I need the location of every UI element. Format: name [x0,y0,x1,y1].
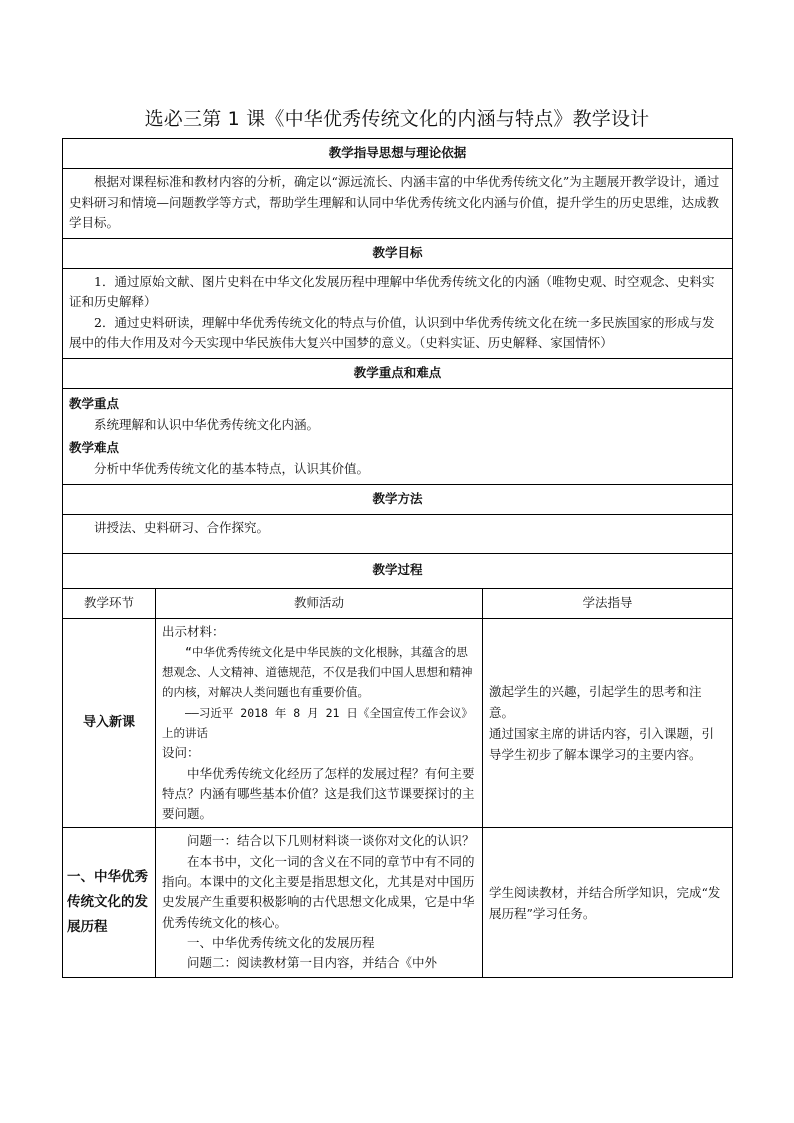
question-one: 问题一：结合以下几则材料谈一谈你对文化的认识？ [187,833,475,849]
document-title: 选必三第 1 课《中华优秀传统文化的内涵与特点》教学设计 [144,108,650,130]
material-quote: “中华优秀传统文化是中华民族的文化根脉，其蕴含的思想观念、人文精神、道德规范，不仅是我们中国人思想和精神的内核，对解决人类问题也有重要价值。 [162,644,473,700]
focus-text: 系统理解和认识中华优秀传统文化内涵。 [94,417,320,432]
difficulty-text: 分析中华优秀传统文化的基本特点，认识其价值。 [94,461,370,476]
objective-item: 1．通过原始文献、图片史料在中华文化发展历程中理解中华优秀传统文化的内涵（唯物史观、时空观念、史料实证和历史解释） [69,273,715,309]
culture-paragraph: 在本书中，文化一词的含义在不同的章节中有不同的指向。本课中的文化主要是指思想文化，尤其是对中国历史发展产生重要积极影响的古代思想文化成果，它是中华优秀传统文化的核心。 [162,853,475,930]
guiding-heading: 教学指导思想与理论依据 [63,139,733,169]
difficulty-label: 教学难点 [69,439,120,455]
column-header-stage: 教学环节 [63,588,156,618]
guiding-heading-row [63,139,733,169]
column-header-teacher: 教师活动 [156,588,483,618]
stage-cell: 导入新课 [63,618,156,828]
table-row [63,618,733,828]
teacher-activity-cell [156,618,483,828]
keypoints-heading-row [63,358,733,388]
subsection-title: 一、中华优秀传统文化的发展历程 [187,934,375,950]
objectives-heading-row [63,238,733,268]
ask-label: 设问： [162,745,200,761]
methods-text: 讲授法、史料研习、合作探究。 [94,519,270,535]
methods-heading: 教学方法 [63,484,733,514]
material-intro: 出示材料： [162,623,225,639]
methods-heading-row [63,484,733,514]
guide-text: 学生阅读教材，并结合所学知识，完成“发展历程”学习任务。 [489,884,721,921]
guide-cell [483,618,733,828]
keypoints-heading: 教学重点和难点 [63,358,733,388]
quote-source: ——习近平 2018 年 8 月 21 日《全国宣传工作会议》上的讲话 [162,705,473,740]
lead-question: 中华优秀传统文化经历了怎样的发展过程？有何主要特点？内涵有哪些基本价值？这是我们这节课要探讨的主要问题。 [162,765,475,822]
process-columns-row [63,588,733,618]
objective-item: 2．通过史料研读，理解中华优秀传统文化的特点与价值，认识到中华优秀传统文化在统一多民族国家的形成与发展中的伟大作用及对今天实现中华民族伟大复兴中国梦的意义。（史料实证、历史解释、家国情怀） [69,314,715,350]
methods-body-row [63,514,733,553]
column-header-guide: 学法指导 [483,588,733,618]
objectives-heading: 教学目标 [63,238,733,268]
stage-cell: 一、中华优秀传统文化的发展历程 [63,828,156,977]
guide-cell [483,828,733,977]
process-heading-row [63,553,733,588]
lesson-plan-table [62,138,733,978]
table-row [63,828,733,977]
guide-text: 激起学生的兴趣，引起学生的思考和注意。 [489,683,702,720]
focus-label: 教学重点 [69,395,120,411]
keypoints-body-row [63,388,733,484]
process-heading: 教学过程 [63,553,733,588]
question-two: 问题二：阅读教材第一目内容，并结合《中外 [187,955,438,971]
objectives-body-row [63,268,733,358]
teacher-activity-cell [156,828,483,977]
guide-text: 通过国家主席的讲话内容，引入课题，引导学生初步了解本课学习的主要内容。 [489,725,715,762]
guiding-text: 根据对课程标准和教材内容的分析，确定以“源远流长、内涵丰富的中华优秀传统文化”为主题展开教学设计，通过史料研习和情境—问题教学等方式，帮助学生理解和认同中华优秀传统文化内涵与价值，提升学生的历史思维，达成教学目标。 [69,174,720,230]
guiding-body-row [63,169,733,239]
